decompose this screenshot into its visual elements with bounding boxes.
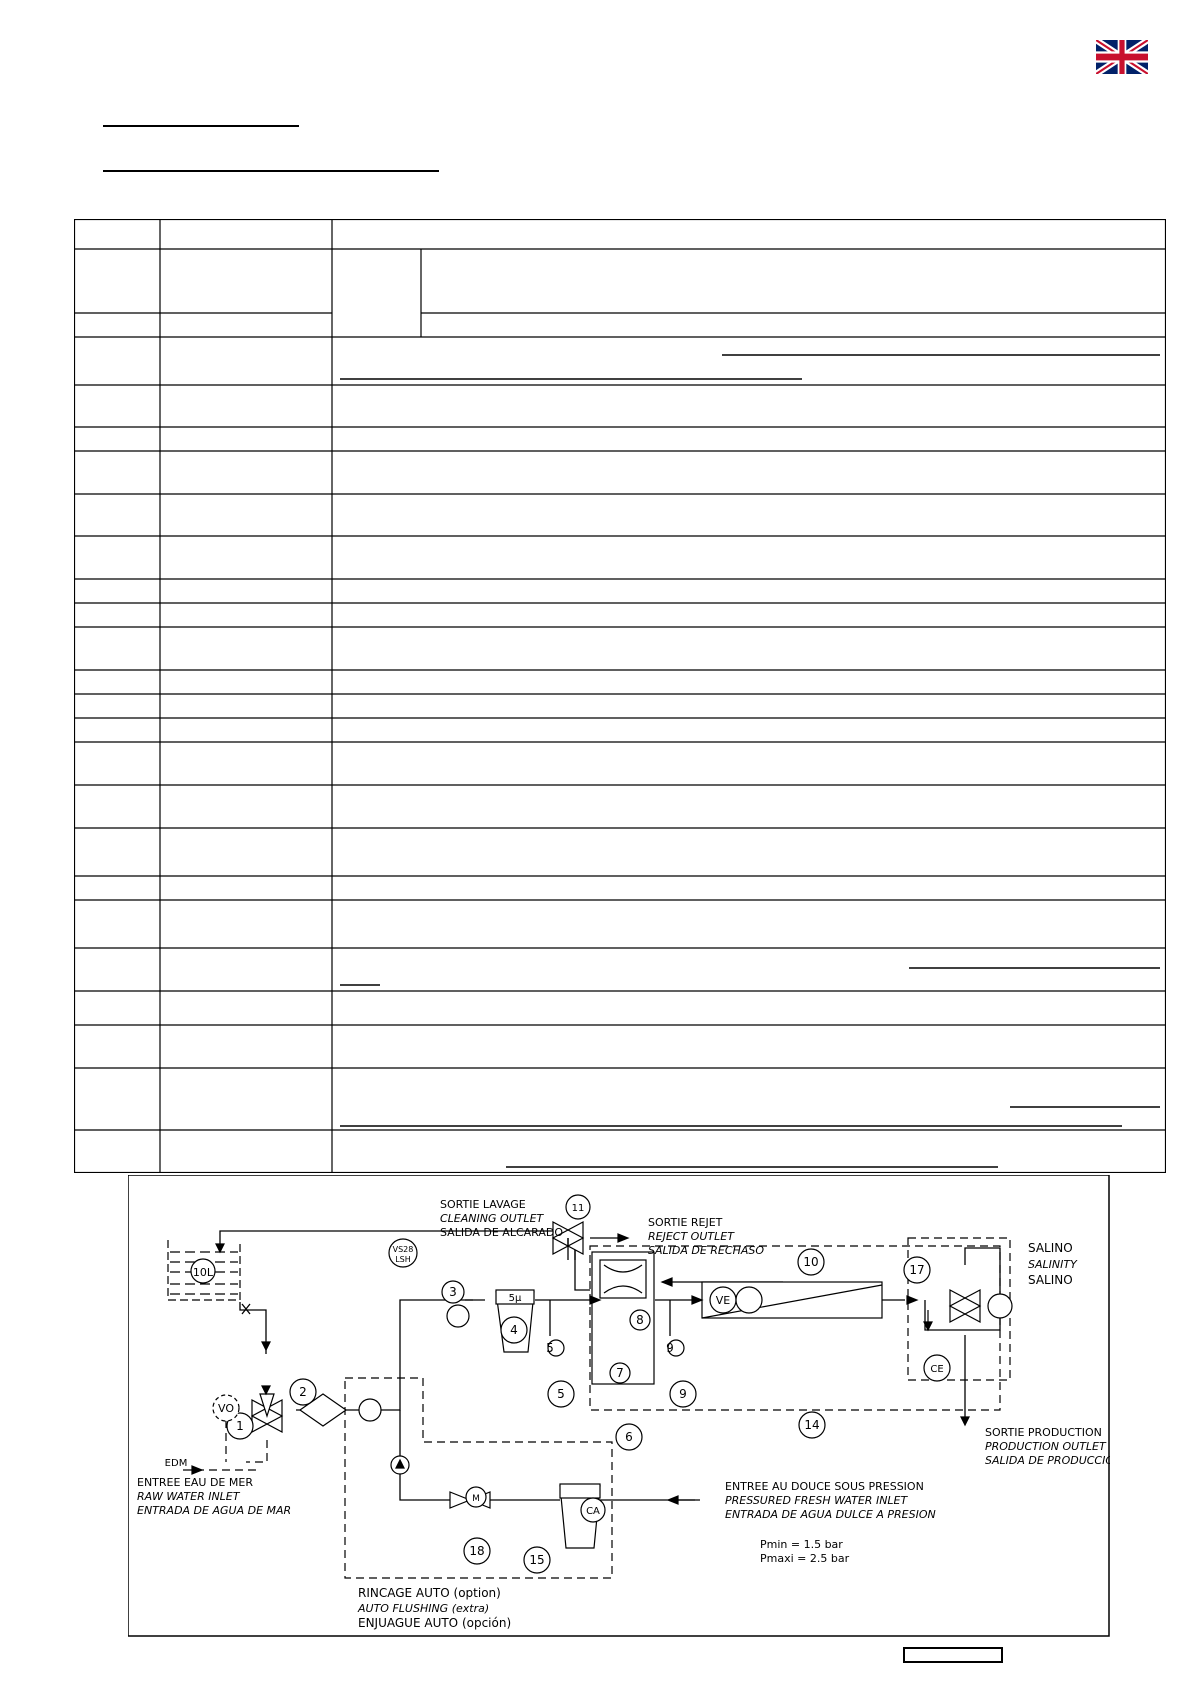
reject-outlet-fr: SORTIE REJET (648, 1216, 723, 1229)
heading-underline-1 (103, 125, 299, 127)
label-5-gauge: 5 (546, 1341, 554, 1355)
label-ca: CA (586, 1506, 600, 1517)
parts-table (74, 219, 1166, 1173)
label-ve: VE (715, 1294, 731, 1307)
cleaning-outlet-fr: SORTIE LAVAGE (440, 1198, 526, 1211)
pressure-max: Pmaxi = 2.5 bar (760, 1552, 850, 1565)
reject-outlet-en: REJECT OUTLET (648, 1230, 734, 1243)
arrow-cleaning-in (216, 1244, 224, 1252)
tank-label: 10L (192, 1266, 214, 1279)
label-7: 7 (616, 1366, 624, 1380)
label-4: 4 (510, 1323, 518, 1337)
label-1: 1 (236, 1419, 244, 1433)
production-outlet-fr: SORTIE PRODUCTION (985, 1426, 1102, 1439)
label-edm: EDM (164, 1458, 188, 1469)
seawater-inlet-fr: ENTREE EAU DE MER (137, 1476, 253, 1489)
cleaning-outlet-en: CLEANING OUTLET (440, 1212, 544, 1225)
arrow-tank-down (262, 1342, 270, 1350)
label-filter: 5µ (508, 1293, 522, 1304)
label-8: 8 (636, 1313, 644, 1327)
valve1-lower-dashed (246, 1440, 267, 1462)
label-9-gauge: 9 (666, 1341, 674, 1355)
label-11: 11 (571, 1203, 585, 1214)
label-lsh: LSH (395, 1255, 411, 1264)
uk-flag-icon (1096, 40, 1148, 74)
fresh-inlet-es: ENTRADA DE AGUA DULCE A PRESION (725, 1508, 936, 1521)
reject-outlet-es: SALIDA DE RECHASO (648, 1244, 764, 1257)
production-outlet-en: PRODUCTION OUTLET (985, 1440, 1106, 1453)
arrow-production-out (961, 1417, 969, 1425)
flow-diagram (128, 1175, 1110, 1637)
m-circle (736, 1287, 762, 1313)
auto-flushing-es: ENJUAGUE AUTO (opción) (358, 1616, 512, 1630)
label-17: 17 (909, 1263, 925, 1277)
label-9: 9 (679, 1387, 687, 1401)
tank-outlet-line (240, 1302, 266, 1354)
auto-flushing-fr: RINCAGE AUTO (option) (358, 1586, 501, 1600)
seawater-inlet-en: RAW WATER INLET (137, 1490, 240, 1503)
salinity-fr: SALINO (1028, 1241, 1073, 1255)
pump-3 (447, 1305, 469, 1327)
arrow-reject-return (662, 1278, 672, 1286)
cleaning-outlet-es: SALIDA DE ALCARADO (440, 1226, 564, 1239)
fresh-inlet-en: PRESSURED FRESH WATER INLET (725, 1494, 908, 1507)
salinity-valve (950, 1290, 980, 1322)
arrow-valve1-in (262, 1386, 270, 1394)
fresh-inlet-fr: ENTREE AU DOUCE SOUS PRESSION (725, 1480, 924, 1493)
auto-flushing-en: AUTO FLUSHING (extra) (358, 1602, 490, 1615)
label-vs: VS28 (392, 1245, 414, 1254)
label-vo: VO (218, 1402, 234, 1415)
page-stamp-box (903, 1647, 1003, 1663)
label-ce: CE (930, 1364, 944, 1375)
label-6: 6 (625, 1430, 633, 1444)
parts-table-grid (74, 219, 1166, 1173)
arrow-salinity-in (907, 1296, 917, 1304)
arrow-vessel-in (692, 1296, 702, 1304)
flow-diagram-svg (128, 1175, 1110, 1637)
label-2: 2 (299, 1385, 307, 1399)
flush-line (400, 1410, 695, 1500)
label-14: 14 (804, 1418, 820, 1432)
check-valve (359, 1399, 381, 1421)
label-18: 18 (469, 1544, 485, 1558)
label-3: 3 (449, 1285, 457, 1299)
seawater-inlet-es: ENTRADA DE AGUA DE MAR (137, 1504, 292, 1517)
salinity-es: SALINO (1028, 1273, 1073, 1287)
label-m: M (472, 1494, 480, 1504)
pressure-min: Pmin = 1.5 bar (760, 1538, 843, 1551)
salinity-loop (925, 1248, 1000, 1330)
salinity-en: SALINITY (1028, 1258, 1077, 1271)
label-15: 15 (529, 1553, 545, 1567)
label-5: 5 (557, 1387, 565, 1401)
label-10: 10 (803, 1255, 819, 1269)
production-outlet-es: SALIDA DE PRODUCCION (985, 1454, 1110, 1467)
heading-underline-2 (103, 170, 439, 172)
